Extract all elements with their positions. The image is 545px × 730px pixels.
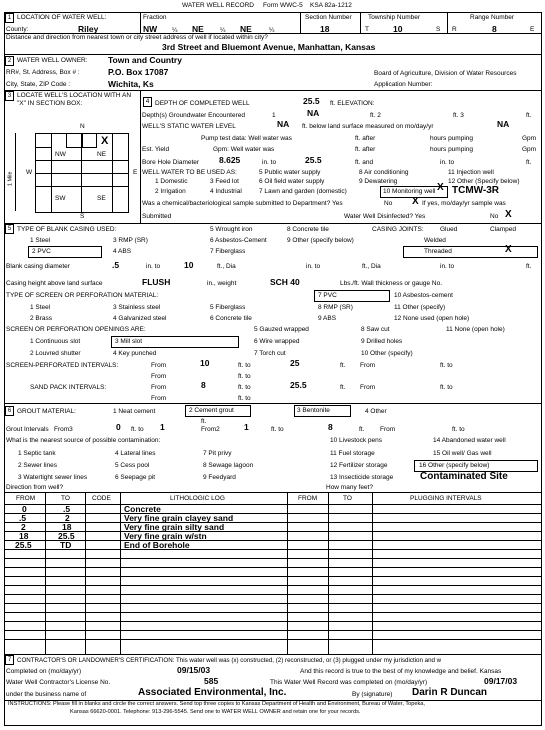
casing-pvc[interactable]: 2 PVC: [32, 248, 51, 255]
contam-other[interactable]: 16 Other (specify below): [419, 462, 490, 469]
sand-from-value[interactable]: 8: [201, 380, 206, 390]
casing-label: TYPE OF BLANK CASING USED:: [17, 226, 117, 233]
height-label: Casing height above land surface: [6, 280, 103, 287]
log-row-3-from[interactable]: 2: [21, 522, 26, 532]
log-row-2-from[interactable]: .5: [19, 513, 27, 523]
casing-rmp[interactable]: 3 RMP (SR): [113, 237, 148, 244]
log-row-1-to[interactable]: .5: [63, 504, 71, 514]
location-label: LOCATION OF WATER WELL:: [17, 14, 107, 21]
gw-ft: ft.: [526, 112, 532, 119]
ksa-ref: KSA 82a-1212: [309, 2, 352, 9]
quarter-2[interactable]: NE: [192, 24, 204, 34]
gw-1-label: 1: [272, 112, 276, 119]
log-row-1-from[interactable]: 0: [22, 504, 27, 514]
section-1-number: 1: [5, 13, 14, 23]
quarter-mark-2: ¼: [220, 27, 226, 34]
grout-to-1[interactable]: 1: [160, 422, 165, 432]
sand-to-value[interactable]: 25.5: [290, 380, 307, 390]
screen-label: TYPE OF SCREEN OR PERFORATION MATERIAL:: [6, 292, 159, 299]
instructions-line-2: Kansas 66620-0001. Telephone: 913-296-5545. Send one to WATER WELL OWNER and retain one for your records.: [70, 709, 361, 715]
sp-to-label: ft. to: [238, 362, 251, 369]
use-irrigation[interactable]: 2 Irrigation: [155, 188, 186, 195]
grout-label: GROUT MATERIAL:: [17, 408, 76, 415]
bore-label: Bore Hole Diameter: [142, 159, 200, 166]
grout-from-2[interactable]: 1: [244, 422, 249, 432]
static-tail: ft. below land surface measured on mo/day/yr: [302, 123, 434, 130]
log-row-1-desc[interactable]: Concrete: [124, 504, 161, 514]
bore-in-to: in. to: [262, 159, 277, 166]
casing-asbestos[interactable]: 6 Asbestos-Cement: [210, 237, 267, 244]
record-completed-label: This Water Well Record was completed on (mo/day/yr): [270, 679, 428, 686]
pump-label: Pump test data: Well water was: [201, 135, 292, 142]
screen-concrete[interactable]: 6 Concrete tile: [210, 315, 252, 322]
county-value[interactable]: Riley: [78, 24, 99, 34]
pump-gpm: Gpm: [522, 135, 537, 142]
casing-fiberglass[interactable]: 7 Fiberglass: [210, 248, 246, 255]
log-header-from-2: FROM: [298, 495, 318, 502]
contam-abandoned[interactable]: 14 Abandoned water well: [433, 437, 506, 444]
board-label: Board of Agriculture, Division of Water Resources: [374, 70, 517, 77]
section-2-number: 2: [5, 56, 14, 66]
disinfected-mark[interactable]: X: [505, 209, 512, 220]
section-5-number: 5: [5, 224, 14, 234]
grout-from-1[interactable]: 0: [116, 422, 121, 432]
blank-in-to-3: in. to: [440, 263, 455, 270]
screen-steel[interactable]: 1 Steel: [30, 304, 51, 311]
depth-value[interactable]: 25.5: [303, 96, 320, 106]
city-label: City, State, ZIP Code :: [6, 81, 71, 88]
grout-cement[interactable]: 2 Cement grout: [189, 407, 234, 414]
bore-to-value[interactable]: 25.5: [305, 155, 322, 165]
log-header-from: FROM: [16, 495, 36, 502]
use-air[interactable]: 8 Air conditioning: [359, 169, 409, 176]
open-wire[interactable]: 6 Wire wrapped: [254, 338, 300, 345]
log-row-4-to[interactable]: 25.5: [58, 531, 75, 541]
use-lawn[interactable]: 7 Lawn and garden (domestic): [259, 188, 347, 195]
sp-from-value[interactable]: 10: [200, 358, 210, 368]
grout-to-2[interactable]: 8: [328, 422, 333, 432]
mile-label: 1 Mile: [7, 171, 14, 187]
use-domestic[interactable]: 1 Domestic: [155, 178, 188, 185]
township-label: Township Number: [368, 14, 421, 21]
casing-wrought[interactable]: 5 Wrought iron: [210, 226, 253, 233]
joints-glued[interactable]: Glued: [440, 226, 458, 233]
license-label: Water Well Contractor's License No.: [6, 679, 111, 686]
log-header-lithologic: LITHOLOGIC LOG: [170, 495, 225, 502]
sp-label: SCREEN-PERFORATED INTERVALS:: [6, 362, 119, 369]
joints-welded[interactable]: Welded: [424, 237, 446, 244]
grout-from-2-label: From2: [201, 426, 220, 433]
owner-value[interactable]: Town and Country: [108, 55, 182, 65]
open-gauzed[interactable]: 5 Gauzed wrapped: [254, 326, 309, 333]
contam-sewer[interactable]: 2 Sewer lines: [18, 462, 58, 469]
quarter-mark-3: ¼: [269, 27, 275, 34]
casing-other[interactable]: 9 Other (specify below): [287, 237, 354, 244]
use-other[interactable]: 12 Other (Specify below): [448, 178, 520, 185]
contam-cess[interactable]: 5 Cess pool: [115, 462, 150, 469]
contam-fertilizer[interactable]: 12 Fertilizer storage: [330, 462, 388, 469]
screen-pvc[interactable]: 7 PVC: [318, 292, 337, 299]
contam-septic[interactable]: 1 Septic tank: [18, 450, 56, 457]
disinfected-label: Water Well Disinfected? Yes: [344, 213, 426, 220]
bore-ft-and: ft. and: [355, 159, 374, 166]
compass-n: N: [80, 123, 85, 130]
blank-in-to-2: in. to: [306, 263, 321, 270]
contam-seepage[interactable]: 6 Seepage pit: [115, 474, 156, 481]
section-number-label: Section Number: [305, 14, 352, 21]
owner-label: WATER WELL OWNER:: [17, 57, 88, 64]
screen-galvanized[interactable]: 4 Galvanized steel: [113, 315, 167, 322]
blank-to-value[interactable]: 10: [184, 260, 194, 270]
location-mark[interactable]: X: [101, 135, 109, 147]
blank-ft-dia-2: ft., Dia: [362, 263, 381, 270]
sp-to-label-3: ft. to: [238, 373, 251, 380]
blank-in-to: in. to: [146, 263, 161, 270]
open-none[interactable]: 11 None (open hole): [446, 326, 505, 333]
log-row-3-to[interactable]: 18: [62, 522, 72, 532]
joints-threaded[interactable]: Threaded: [424, 248, 452, 255]
section-7-number: 7: [5, 655, 14, 665]
city-value[interactable]: Wichita, Ks: [108, 79, 154, 89]
pump-ft-after: ft. after: [355, 135, 376, 142]
casing-concrete[interactable]: 8 Concrete tile: [287, 226, 329, 233]
completed-label: Completed on (mo/day/yr): [6, 668, 82, 675]
contam-site[interactable]: Contaminated Site: [420, 471, 508, 482]
rr-value[interactable]: P.O. Box 17087: [108, 67, 169, 77]
threaded-mark[interactable]: X: [505, 244, 512, 255]
open-louvred[interactable]: 2 Louvred shutter: [30, 350, 81, 357]
contam-insecticide[interactable]: 13 Insecticide storage: [330, 474, 394, 481]
blank-ft: ft.: [526, 263, 532, 270]
business-value[interactable]: Associated Environmental, Inc.: [138, 687, 287, 698]
openings-label: SCREEN OR PERFORATION OPENINGS ARE:: [6, 326, 146, 333]
log-row-5-from[interactable]: 25.5: [15, 540, 32, 550]
contam-livestock[interactable]: 10 Livestock pens: [330, 437, 383, 444]
bore-value[interactable]: 8.625: [219, 155, 241, 165]
section-4-number: 4: [143, 97, 152, 107]
log-header-plugging: PLUGGING INTERVALS: [410, 495, 482, 502]
township-s: S: [436, 26, 441, 33]
quarter-1[interactable]: NW: [143, 24, 158, 34]
address-value[interactable]: 3rd Street and Bluemont Avenue, Manhattan, Kansas: [162, 42, 376, 52]
static-date-value[interactable]: NA: [497, 119, 510, 129]
grout-neat[interactable]: 1 Neat cement: [113, 408, 156, 415]
range-value[interactable]: 8: [492, 24, 497, 34]
grout-from-1-label: From3: [54, 426, 73, 433]
record-date-value[interactable]: 09/17/03: [484, 676, 518, 686]
completed-value[interactable]: 09/15/03: [177, 665, 211, 675]
distance-label: Distance and direction from nearest town or city street address of well if located within city?: [6, 34, 268, 41]
sand-from-label-2: From: [360, 384, 376, 391]
use-mark[interactable]: X: [437, 182, 444, 193]
log-row-4-desc[interactable]: Very fine grain w/stn: [124, 531, 207, 541]
log-header-to-2: TO: [343, 495, 352, 502]
disinfected-no: No: [490, 213, 499, 220]
weight-label: in., weight: [207, 280, 237, 287]
signature-label: By (signature): [352, 691, 393, 698]
submitted-label: Submitted: [142, 213, 172, 220]
compass-w: W: [26, 169, 33, 176]
use-dewatering[interactable]: 9 Dewatering: [359, 178, 398, 185]
yield-ft-after: ft. after: [355, 146, 376, 153]
range-label: Range Number: [470, 14, 515, 21]
compass-s: S: [80, 213, 85, 220]
lbs-label: Lbs./ft. Wall thickness or gauge No.: [340, 280, 443, 287]
grout-from-3-label: From: [380, 426, 396, 433]
sp-from-label-2: From: [360, 362, 376, 369]
use-feed-lot[interactable]: 3 Feed lot: [210, 178, 239, 185]
log-row-2-to[interactable]: 2: [65, 513, 70, 523]
section-3-number: 3: [5, 91, 14, 101]
casing-abs[interactable]: 4 ABS: [113, 248, 132, 255]
quarter-mark-1: ¼: [172, 27, 178, 34]
blank-dia-value[interactable]: .5: [112, 260, 120, 270]
pump-hours: hours pumping: [430, 135, 473, 142]
application-label: Application Number:: [374, 81, 433, 88]
grid-nw: NW: [55, 151, 66, 158]
township-t: T: [365, 26, 369, 33]
sand-label: SAND PACK INTERVALS:: [30, 384, 107, 391]
license-value[interactable]: 585: [204, 676, 219, 686]
form-title: WATER WELL RECORD: [182, 2, 254, 9]
instructions-line-1: INSTRUCTIONS: Please fill in blanks and circle the correct answers. Send top three copies to Kansas Department of Health and Environment, Bureau of Water, Topeka,: [8, 701, 425, 707]
sand-to-label-3: ft. to: [238, 395, 251, 402]
contam-oil[interactable]: 15 Oil well/ Gas well: [433, 450, 492, 457]
sch-value[interactable]: SCH 40: [270, 277, 300, 287]
depth-label: DEPTH OF COMPLETED WELL: [155, 100, 250, 107]
log-header-code: CODE: [92, 495, 111, 502]
screen-rmp[interactable]: 8 RMP (SR): [318, 304, 353, 311]
sp-ft-from: ft.: [340, 362, 346, 369]
log-row-4-from[interactable]: 18: [19, 531, 29, 541]
sand-from-label: From: [151, 384, 167, 391]
joints-label: CASING JOINTS:: [372, 226, 424, 233]
sand-to-label-2: ft. to: [440, 384, 453, 391]
sp-to-value[interactable]: 25: [290, 358, 300, 368]
township-value[interactable]: 10: [393, 24, 403, 34]
static-label: WELL'S STATIC WATER LEVEL: [142, 123, 236, 130]
fraction-label: Fraction: [143, 14, 167, 21]
sp-to-label-2: ft. to: [440, 362, 453, 369]
open-drilled[interactable]: 9 Drilled holes: [361, 338, 403, 345]
use-industrial[interactable]: 4 Industrial: [210, 188, 242, 195]
use-oil-field[interactable]: 6 Oil field water supply: [259, 178, 325, 185]
chem-tail: If yes, mo/day/yr sample was: [422, 200, 506, 207]
compass-e: E: [133, 169, 138, 176]
joints-clamped[interactable]: Clamped: [490, 226, 517, 233]
section-number-value[interactable]: 18: [320, 24, 330, 34]
blank-dia-label: Blank casing diameter: [6, 263, 70, 270]
contam-watertight[interactable]: 3 Watertight sewer lines: [18, 474, 88, 481]
section-6-number: 6: [5, 406, 14, 416]
grid-se: SE: [97, 195, 106, 202]
range-r: R: [452, 26, 457, 33]
elevation-label: ft. ELEVATION:: [330, 100, 375, 107]
contam-pit[interactable]: 7 Pit privy: [203, 450, 232, 457]
grout-ft-2: ft.: [359, 426, 365, 433]
gw-2-label: ft. 2: [370, 112, 381, 119]
open-key[interactable]: 4 Key punched: [113, 350, 157, 357]
bore-in-to-2: in. to: [440, 159, 455, 166]
open-continuous[interactable]: 1 Continuous slot: [30, 338, 81, 345]
grid-ne: NE: [97, 151, 107, 158]
locate-label: LOCATE WELL'S LOCATION WITH AN "X" IN SECTION BOX:: [17, 92, 132, 107]
bore-ft: ft.: [526, 159, 532, 166]
yield-hours: hours pumping: [430, 146, 473, 153]
log-row-3-desc[interactable]: Very fine grain silty sand: [124, 522, 225, 532]
open-saw[interactable]: 8 Saw cut: [361, 326, 390, 333]
contam-label: What is the nearest source of possible contamination:: [6, 437, 161, 444]
grout-ft-1: ft.: [201, 418, 207, 425]
county-label: County:: [6, 26, 29, 33]
open-mill-slot[interactable]: 3 Mill slot: [115, 338, 143, 345]
grout-to-1-label: ft. to: [131, 426, 144, 433]
grout-other: 4 Other: [365, 408, 387, 415]
grid-sw: SW: [55, 195, 66, 202]
certification-text: CONTRACTOR'S OR LANDOWNER'S CERTIFICATION: This water well was (x) constructed, (2) reconstructed, or (3) plugged under my jurisdiction and w: [17, 657, 442, 664]
sand-to-label: ft. to: [238, 384, 251, 391]
chem-no: No: [384, 200, 393, 207]
yield-gpm-end: Gpm: [522, 146, 537, 153]
static-value[interactable]: NA: [277, 119, 290, 129]
log-row-2-desc[interactable]: Very fine grain clayey sand: [124, 513, 234, 523]
use-label: WELL WATER TO BE USED AS:: [142, 169, 237, 176]
sp-from-label: From: [151, 362, 167, 369]
chem-label: Was a chemical/bacteriological sample submitted to Department? Yes: [142, 200, 343, 207]
open-other[interactable]: 10 Other (specify): [361, 350, 413, 357]
use-public[interactable]: 5 Public water supply: [259, 169, 321, 176]
yield-gpm: Gpm: Well water was: [213, 146, 275, 153]
screen-stainless[interactable]: 3 Stainless steel: [113, 304, 161, 311]
gw-3-label: ft. 3: [453, 112, 464, 119]
signature-value[interactable]: Darin R Duncan: [412, 687, 488, 698]
sand-ft: ft.: [340, 384, 346, 391]
grout-to-2-label: ft. to: [271, 426, 284, 433]
contam-feedyard[interactable]: 9 Feedyard: [203, 474, 236, 481]
use-monitoring[interactable]: 10 Monitoring well: [383, 188, 436, 195]
section-grid[interactable]: [35, 133, 129, 213]
sp-from-label-3: From: [151, 373, 167, 380]
contam-lagoon[interactable]: 8 Sewage lagoon: [203, 462, 254, 469]
blank-ft-dia: ft., Dia: [217, 263, 236, 270]
screen-brass[interactable]: 2 Brass: [30, 315, 53, 322]
screen-abs[interactable]: 9 ABS: [318, 315, 337, 322]
gw-label: Depth(s) Groundwater Encountered: [142, 112, 245, 119]
how-many-label: How many feet?: [326, 484, 373, 491]
well-id[interactable]: TCMW-3R: [452, 185, 500, 196]
screen-none[interactable]: 12 None used (open hole): [394, 315, 470, 322]
contam-fuel[interactable]: 11 Fuel storage: [330, 450, 375, 457]
log-row-5-to[interactable]: TD: [60, 540, 72, 550]
range-e: E: [530, 26, 535, 33]
form-number: Form WWC-5: [263, 2, 303, 9]
chem-mark[interactable]: X: [412, 196, 419, 207]
grout-to-3-label: ft. to: [452, 426, 465, 433]
casing-steel[interactable]: 1 Steel: [30, 237, 51, 244]
screen-other[interactable]: 11 Other (specify): [394, 304, 446, 311]
sand-from-label-3: From: [151, 395, 167, 402]
rr-label: RR#, St. Address, Box # :: [6, 69, 80, 76]
business-label: under the business name of: [6, 691, 87, 698]
open-torch[interactable]: 7 Torch cut: [254, 350, 286, 357]
grout-bentonite[interactable]: 3 Bentonite: [297, 407, 330, 414]
quarter-3[interactable]: NE: [240, 24, 252, 34]
height-value[interactable]: FLUSH: [142, 277, 171, 287]
record-true-text: And this record is true to the best of my knowledge and belief. Kansas: [300, 668, 502, 675]
yield-label: Est. Yield: [142, 146, 170, 153]
gw-1-value[interactable]: NA: [307, 108, 320, 118]
grout-intervals-label: Grout Intervals: [6, 426, 49, 433]
log-header-to: TO: [61, 495, 70, 502]
screen-fiberglass[interactable]: 5 Fiberglass: [210, 304, 246, 311]
screen-asbestos[interactable]: 10 Asbestos-cement: [394, 292, 453, 299]
direction-label: Direction from well?: [6, 484, 64, 491]
log-row-5-desc[interactable]: End of Borehole: [124, 540, 190, 550]
contam-lateral[interactable]: 4 Lateral lines: [115, 450, 156, 457]
use-injection[interactable]: 11 Injection well: [448, 169, 494, 176]
